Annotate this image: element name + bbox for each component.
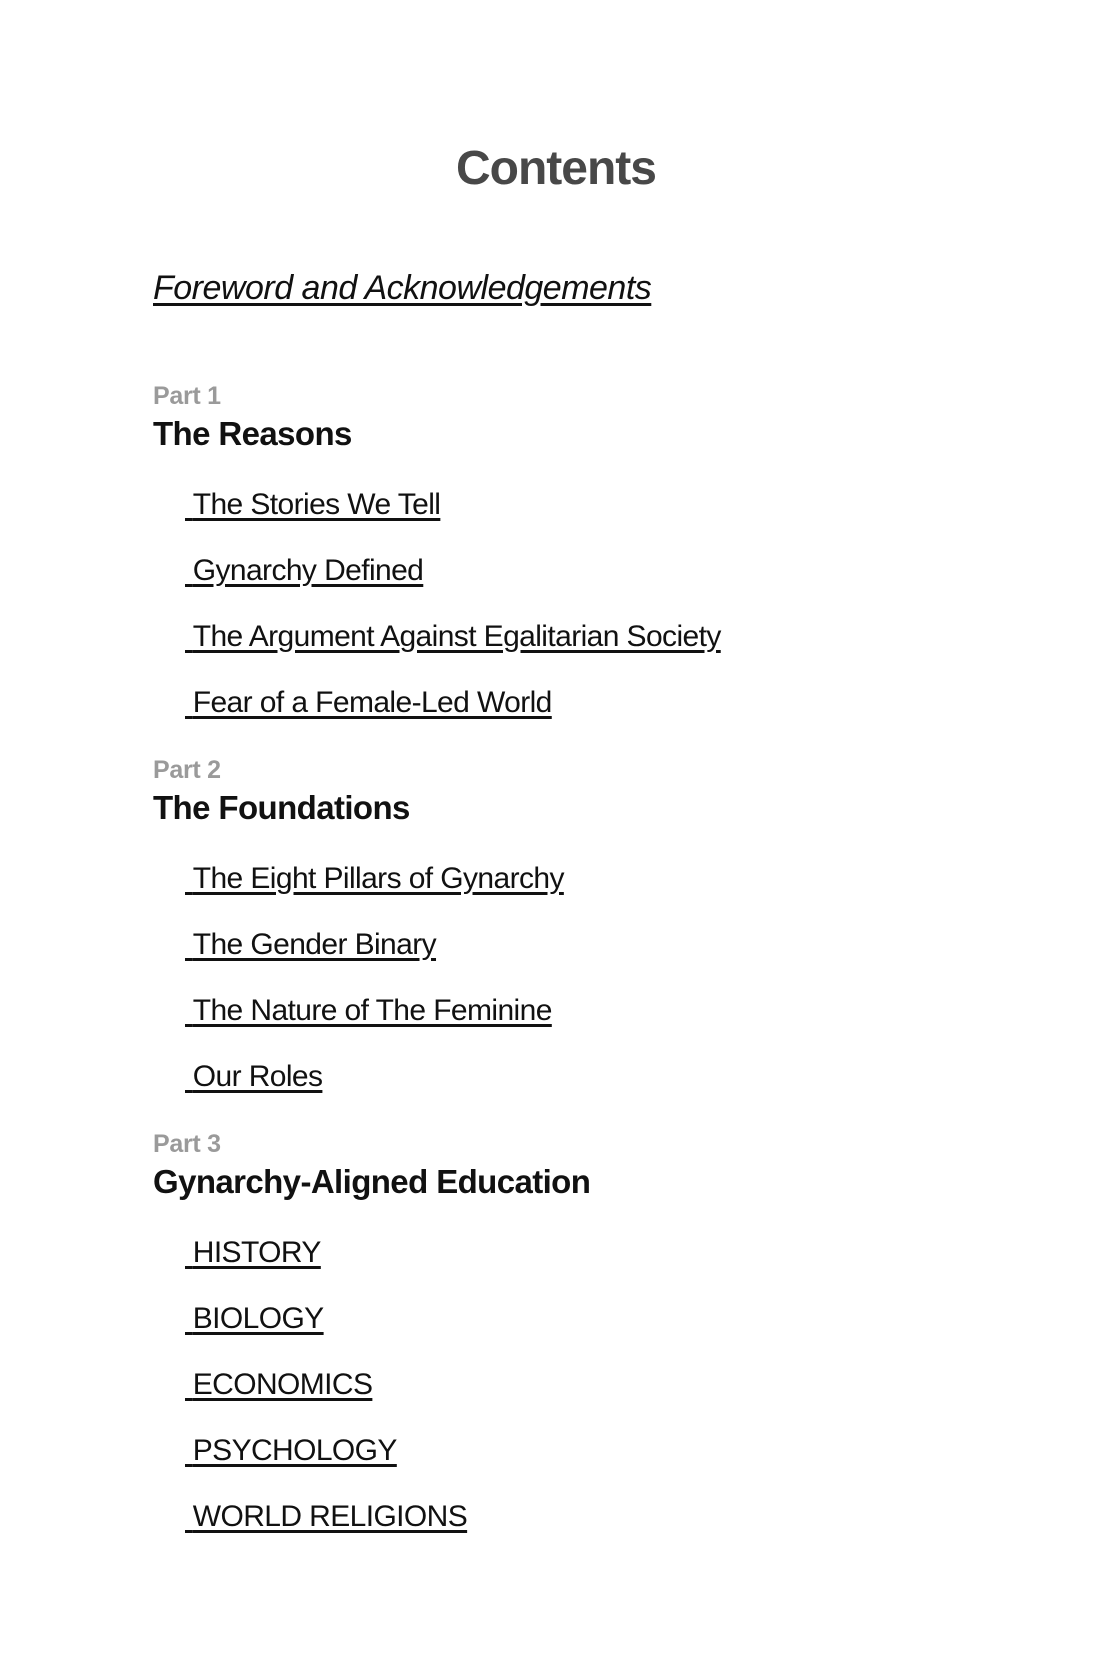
- chapter-link[interactable]: Gynarchy Defined: [192, 554, 424, 587]
- toc-content: [153, 198, 953, 1535]
- part-2-label: Part 2: [153, 756, 221, 784]
- chapter-link[interactable]: BIOLOGY: [192, 1302, 324, 1335]
- chapter-link[interactable]: ECONOMICS: [192, 1368, 373, 1401]
- part-3-title: Gynarchy-Aligned Education: [153, 1163, 591, 1200]
- chapter-link[interactable]: PSYCHOLOGY: [192, 1434, 397, 1467]
- chapter-link[interactable]: The Gender Binary: [192, 928, 437, 961]
- page-title: Contents: [456, 142, 656, 195]
- chapter-link[interactable]: WORLD RELIGIONS: [192, 1500, 468, 1533]
- foreword-link[interactable]: Foreword and Acknowledgements: [153, 269, 652, 307]
- chapter-link[interactable]: Our Roles: [192, 1060, 323, 1093]
- part-3-label: Part 3: [153, 1130, 221, 1158]
- part-2-title: The Foundations: [153, 789, 410, 826]
- toc-part-3: [153, 1095, 590, 1535]
- chapter-link[interactable]: The Stories We Tell: [192, 488, 441, 521]
- chapter-link[interactable]: HISTORY: [192, 1236, 321, 1269]
- part-1-title: The Reasons: [153, 415, 352, 452]
- chapter-link[interactable]: Fear of a Female-Led World: [192, 686, 552, 719]
- toc-part-2: [153, 721, 564, 1095]
- part-1-label: Part 1: [153, 382, 221, 410]
- chapter-link[interactable]: The Argument Against Egalitarian Society: [192, 620, 721, 653]
- chapter-link[interactable]: The Eight Pillars of Gynarchy: [192, 862, 564, 895]
- chapter-link[interactable]: The Nature of The Feminine: [192, 994, 552, 1027]
- toc-part-1: [153, 309, 721, 721]
